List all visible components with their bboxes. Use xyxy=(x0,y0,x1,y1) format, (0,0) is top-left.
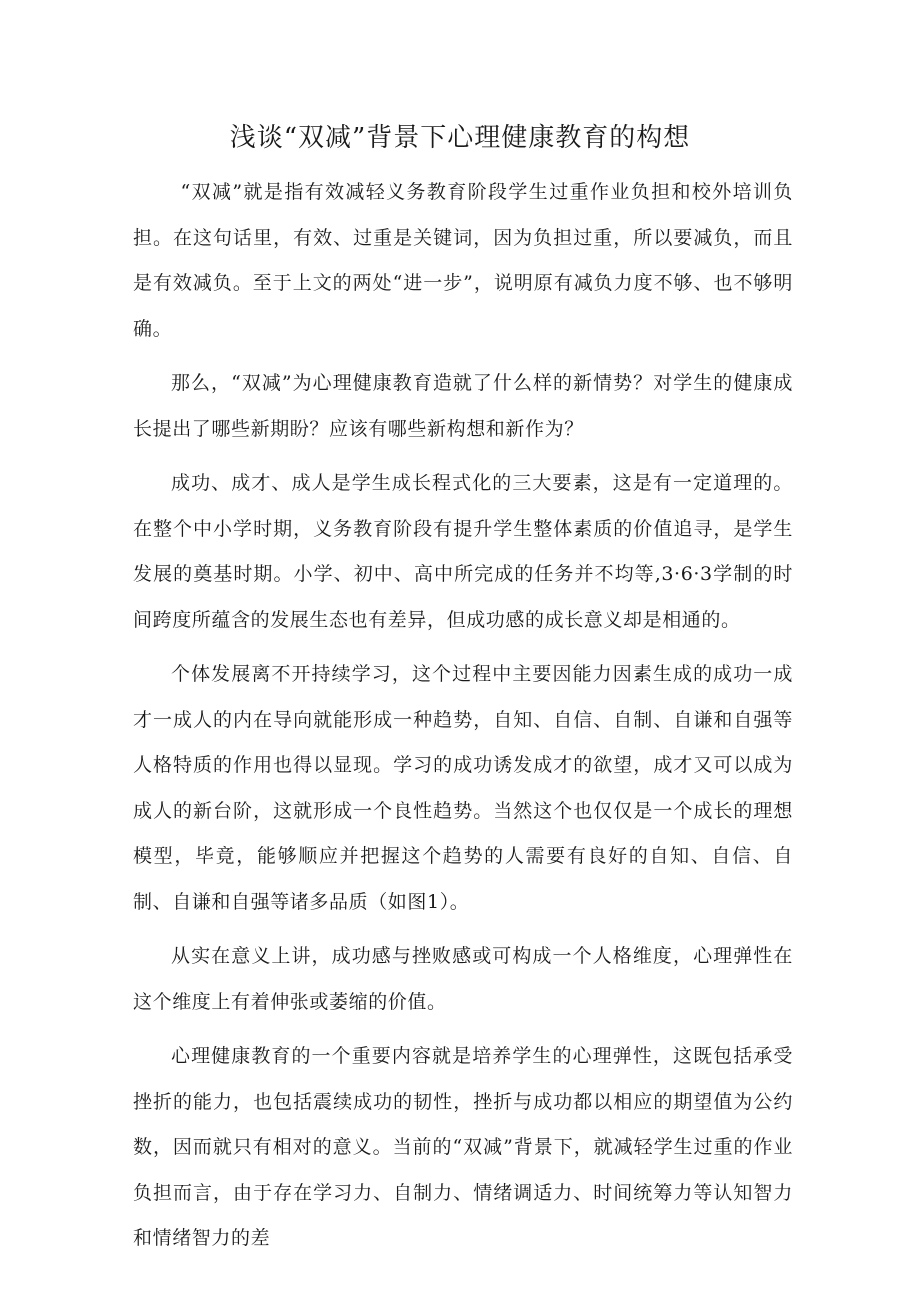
document-body xyxy=(133,170,793,1271)
paragraph-1: “双减”就是指有效减轻义务教育阶段学生过重作业负担和校外培训负担。在这句话里，有效、过重是关键词，因为负担过重，所以要减负，而且是有效减负。至于上文的两处“进一步”，说明原有减负力度不够、也不够明确。 xyxy=(133,181,793,340)
document-title: 浅谈“双减”背景下心理健康教育的构想 xyxy=(229,123,691,153)
paragraph-3: 成功、成才、成人是学生成长程式化的三大要素，这是有一定道理的。在整个中小学时期，义务教育阶段有提升学生整体素质的价值追寻，是学生发展的奠基时期。小学、初中、高中所完成的任务并不均等,3·6·3学制的时间跨度所蕴含的发展生态也有差异，但成功感的成长意义却是相通的。 xyxy=(133,472,793,631)
paragraph-6: 心理健康教育的一个重要内容就是培养学生的心理弹性，这既包括承受挫折的能力，也包括震续成功的韧性，挫折与成功都以相应的期望值为公约数，因而就只有相对的意义。当前的“双减”背景下，就减轻学生过重的作业负担而言，由于存在学习力、自制力、情绪调适力、时间统筹力等认知智力和情绪智力的差 xyxy=(133,1045,793,1249)
paragraph-4: 个体发展离不开持续学习，这个过程中主要因能力因素生成的成功一成才一成人的内在导向就能形成一种趋势，自知、自信、自制、自谦和自强等人格特质的作用也得以显现。学习的成功诱发成才的欲望，成才又可以成为成人的新台阶，这就形成一个良性趋势。当然这个也仅仅是一个成长的理想模型，毕竟，能够顺应并把握这个趋势的人需要有良好的自知、自信、自制、自谦和自强等诸多品质（如图1）。 xyxy=(133,663,793,913)
paragraph-5: 从实在意义上讲，成功感与挫败感或可构成一个人格维度，心理弹性在这个维度上有着伸张或萎缩的价值。 xyxy=(133,945,793,1013)
paragraph-2: 那么，“双减”为心理健康教育造就了什么样的新情势？对学生的健康成长提出了哪些新期盼？应该有哪些新构想和新作为？ xyxy=(133,372,793,440)
